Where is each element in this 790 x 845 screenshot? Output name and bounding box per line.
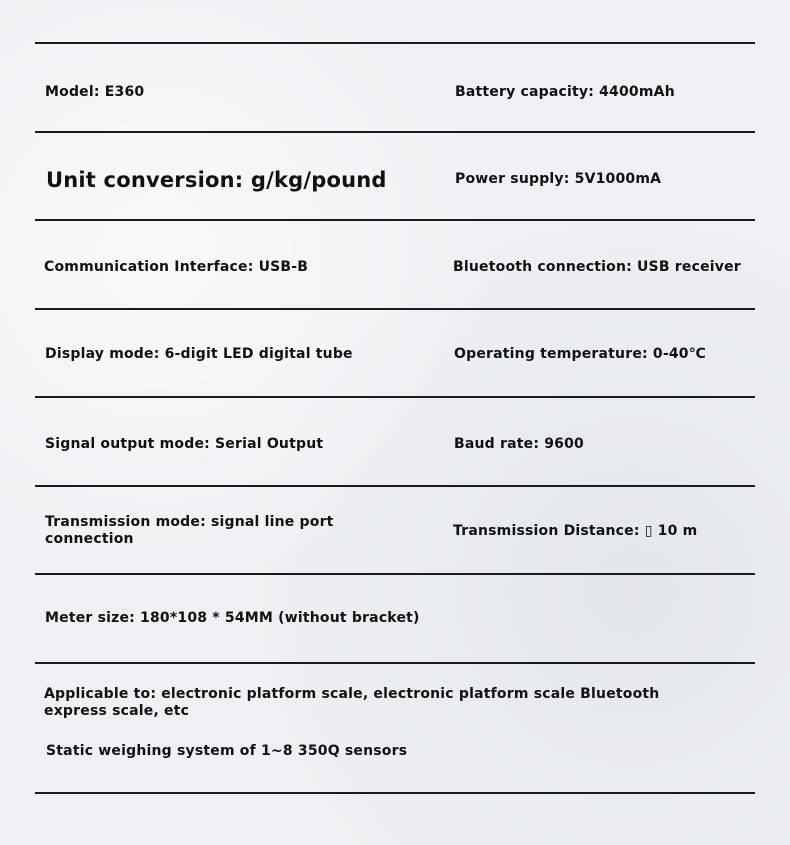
spec-row (35, 133, 755, 220)
signal-output-label: Signal output mode: Serial Output (45, 436, 324, 452)
baud-rate-label: Baud rate: 9600 (454, 436, 584, 452)
transmission-distance-label: Transmission Distance: ▯ 10 m (453, 522, 698, 539)
battery-label: Battery capacity: 4400mAh (455, 84, 675, 100)
applicable-line2: express scale, etc (44, 702, 190, 719)
display-mode-label: Display mode: 6-digit LED digital tube (45, 345, 353, 362)
applicable-line1: Applicable to: electronic platform scale, electronic platform scale Bluetooth (44, 685, 660, 702)
spec-row (35, 44, 755, 131)
spec-row (35, 487, 755, 574)
divider (35, 792, 755, 794)
bluetooth-label: Bluetooth connection: USB receiver (453, 259, 741, 275)
spec-row (35, 575, 755, 662)
power-supply-label: Power supply: 5V1000mA (455, 170, 662, 187)
spec-row (35, 221, 755, 308)
model-label: Model: E360 (45, 84, 145, 100)
spec-table (35, 42, 755, 794)
interface-label: Communication Interface: USB-B (44, 259, 309, 275)
temperature-label: Operating temperature: 0-40℃ (454, 345, 706, 362)
static-weighing-label: Static weighing system of 1~8 350Q sensors (46, 742, 408, 759)
spec-row (35, 310, 755, 397)
spec-row (35, 398, 755, 485)
meter-size-label: Meter size: 180*108 * 54MM (without bracket) (45, 610, 420, 626)
transmission-mode-line1: Transmission mode: signal line port (45, 513, 334, 530)
spec-row (35, 664, 755, 792)
transmission-mode-line2: connection (45, 530, 134, 547)
unit-conversion-label: Unit conversion: g/kg/pound (46, 167, 387, 192)
